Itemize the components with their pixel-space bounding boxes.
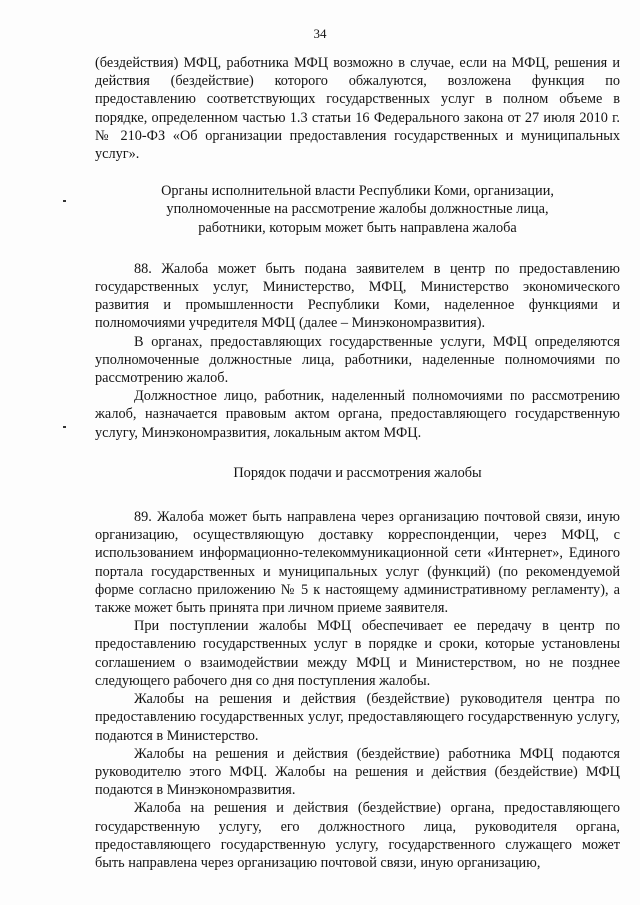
margin-mark [63, 426, 66, 428]
paragraph: Жалоба на решения и действия (бездействие) органа, предоставляющего государственную услугу, его должностного лица, руководителя органа, предоставляющего государственную услугу, государственного служащего может быть направлена через организацию почтовой связи, иную организацию, [95, 800, 620, 871]
page-number: 34 [313, 26, 327, 41]
margin-mark [63, 200, 66, 202]
paragraph: В органах, предоставляющих государственные услуги, МФЦ определяются уполномоченные должностные лица, работники, наделенные полномочиями по рассмотрению жалоб. [95, 333, 620, 387]
paragraph-88: 88. Жалоба может быть подана заявителем в центр по предоставлению государственных услуг, Министерство, МФЦ, Министерство экономического развития и промышленности Республики Коми, наделенное функциями и полномочиями учредителя МФЦ (далее – Минэкономразвития). [95, 260, 620, 332]
paragraph: Жалобы на решения и действия (бездействие) работника МФЦ подаются руководителю этого МФЦ. Жалобы на решения и действия (бездействие) МФЦ подаются в Минэкономразвития. [95, 745, 620, 799]
heading-line: уполномоченные на рассмотрение жалобы должностные лица, [166, 201, 549, 218]
paragraph: Должностное лицо, работник, наделенный полномочиями по рассмотрению жалоб, назначается правовым актом органа, предоставляющего государственную услугу, Минэкономразвития, локальным актом МФЦ. [95, 388, 620, 441]
paragraph-89: 89. Жалоба может быть направлена через организацию почтовой связи, иную организацию, осуществляющую доставку корреспонденции, через МФЦ, с использованием информационно-телекоммуникационной сети «Интернет», Единого портала государственных и муниципальных услуг (функций) (по рекомендуемой форме согласно приложению № 5 к настоящему административному регламенту), а также может быть принята при личном приеме заявителя. [95, 509, 620, 617]
paragraph: При поступлении жалобы МФЦ обеспечивает ее передачу в центр по предоставлению государственных услуг в порядке и сроки, которые установлены соглашением о взаимодействии между МФЦ и Министерством, но не позднее следующего рабочего дня со дня поступления жалобы. [95, 618, 620, 689]
paragraph: Жалобы на решения и действия (бездействие) руководителя центра по предоставлению государственных услуг, предоставляющего государственную услугу, подаются в Министерство. [95, 691, 620, 744]
section-heading-complaint-bodies [95, 182, 620, 237]
document-body [95, 54, 620, 872]
paragraph-continuation: (бездействия) МФЦ, работника МФЦ возможно в случае, если на МФЦ, решения и действия (бездействие) которого обжалуются, возложена функция по предоставлению соответствующих государственных услуг в полном объеме в порядке, определенном частью 1.3 статьи 16 Федерального закона от 27 июля 2010 г. № 210-ФЗ «Об организации предоставления государственных и муниципальных услуг». [95, 55, 620, 163]
heading-line: работники, которым может быть направлена жалоба [198, 219, 517, 236]
heading-line: Органы исполнительной власти Республики Коми, организации, [161, 183, 554, 200]
section-heading-complaint-procedure: Порядок подачи и рассмотрения жалобы [233, 464, 482, 481]
